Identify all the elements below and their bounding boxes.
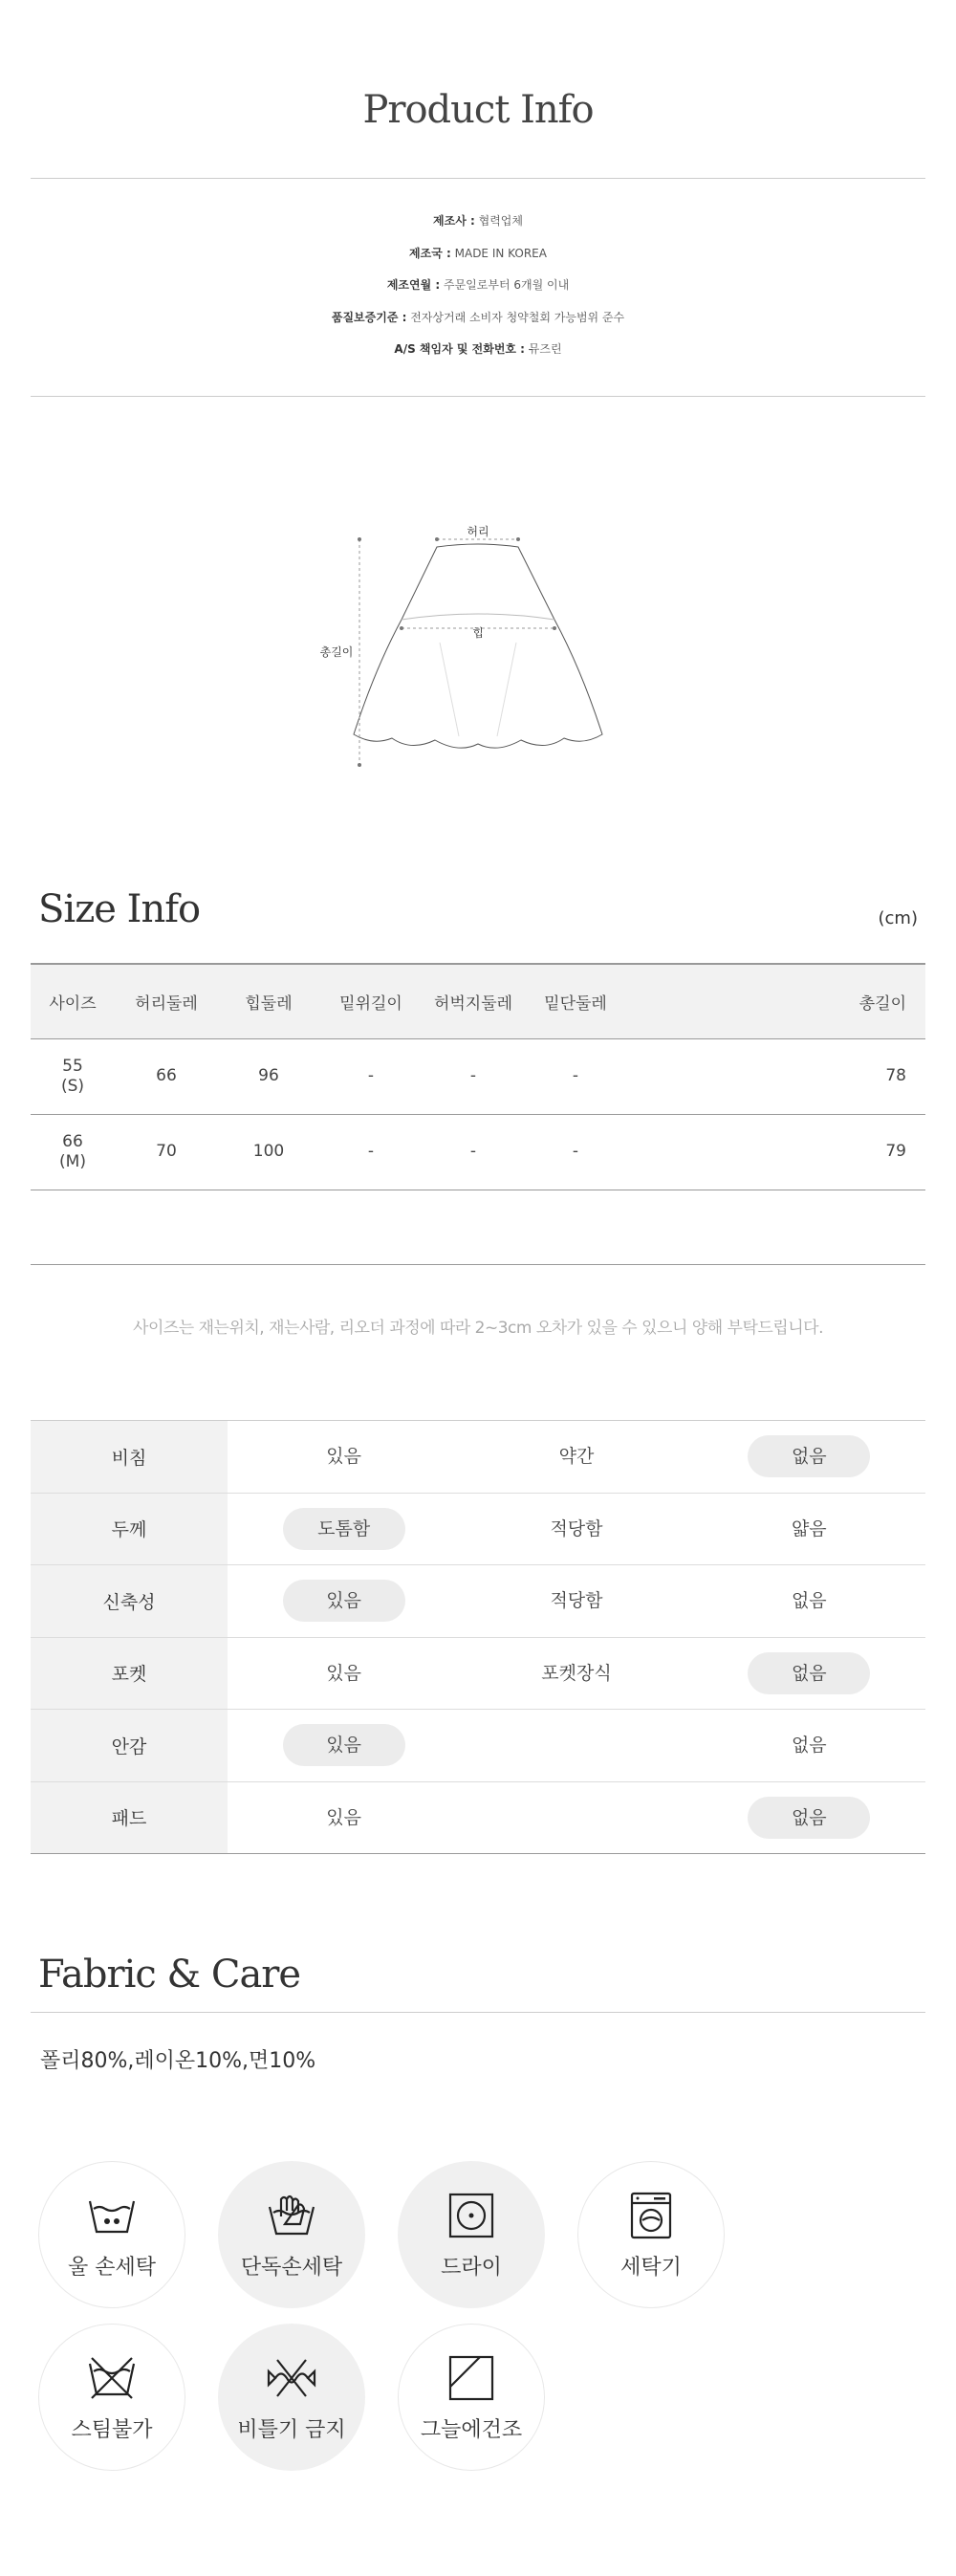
table-row: 66 (M) 70 100 - - - 79	[31, 1114, 925, 1190]
attr-row-stretch: 신축성 있음 적당함 없음	[31, 1565, 925, 1638]
waist-label: 허리	[467, 525, 489, 538]
hand-wash-wool-icon	[86, 2190, 138, 2241]
selected-option: 도톰함	[283, 1508, 405, 1550]
divider	[31, 178, 925, 179]
no-wring-icon	[266, 2352, 317, 2404]
selected-option: 있음	[283, 1724, 405, 1766]
size-unit: (cm)	[878, 908, 918, 928]
fabric-composition: 폴리80%,레이온10%,면10%	[40, 2049, 316, 2073]
no-steam-icon	[86, 2352, 138, 2404]
selected-option: 없음	[748, 1435, 870, 1477]
washing-machine-icon	[625, 2190, 677, 2241]
size-info-title: Size Info	[38, 887, 201, 931]
care-no-steam: 스팀불가	[38, 2324, 185, 2471]
attr-row-lining: 안감 있음 없음	[31, 1710, 925, 1782]
divider	[31, 396, 925, 397]
attribute-table	[31, 1420, 925, 1854]
attr-row-pad: 패드 있음 없음	[31, 1782, 925, 1855]
divider	[31, 2012, 925, 2013]
attr-row-sheer: 비침 있음 약간 없음	[31, 1421, 925, 1494]
selected-option: 없음	[748, 1797, 870, 1839]
length-label: 총길이	[319, 645, 354, 659]
size-table-header: 사이즈 허리둘레 힙둘레 밑위길이 허벅지둘레 밑단둘레 총길이	[31, 964, 925, 1038]
selected-option: 없음	[748, 1652, 870, 1694]
info-row-date: 제조연월 : 주문일로부터 6개월 이내	[386, 278, 570, 292]
dry-clean-icon	[445, 2190, 497, 2241]
size-table	[31, 963, 925, 1190]
info-row-manufacturer: 제조사 : 협력업체	[433, 214, 523, 228]
hand-wash-separate-icon	[266, 2190, 317, 2241]
hip-label: 힙	[472, 626, 484, 640]
attr-row-thickness: 두께 도톰함 적당함 얇음	[31, 1494, 925, 1566]
selected-option: 있음	[283, 1580, 405, 1622]
care-washing-machine: 세탁기	[577, 2161, 725, 2308]
care-no-wring: 비틀기 금지	[218, 2324, 365, 2471]
table-row: 55 (S) 66 96 - - - 78	[31, 1038, 925, 1114]
attr-row-pocket: 포켓 있음 포켓장식 없음	[31, 1638, 925, 1711]
info-row-quality: 품질보증기준 : 전자상거래 소비자 청약철회 가능범위 준수	[331, 310, 625, 324]
product-info-list	[0, 208, 956, 369]
divider	[31, 1264, 925, 1265]
care-separate-hand-wash: 단독손세탁	[218, 2161, 365, 2308]
info-row-as: A/S 책임자 및 전화번호 : 뮤즈린	[394, 342, 562, 356]
fabric-care-title: Fabric & Care	[38, 1953, 301, 1997]
care-shade-dry: 그늘에건조	[398, 2324, 545, 2471]
care-wool-hand-wash: 울 손세탁	[38, 2161, 185, 2308]
info-row-country: 제조국 : MADE IN KOREA	[409, 246, 547, 260]
shade-dry-icon	[445, 2352, 497, 2404]
care-dry-clean: 드라이	[398, 2161, 545, 2308]
skirt-measurement-diagram	[319, 516, 631, 784]
size-note: 사이즈는 재는위치, 재는사람, 리오더 과정에 따라 2~3cm 오차가 있을 수 있으니 양해 부탁드립니다.	[133, 1319, 823, 1338]
product-info-title: Product Info	[362, 88, 594, 132]
